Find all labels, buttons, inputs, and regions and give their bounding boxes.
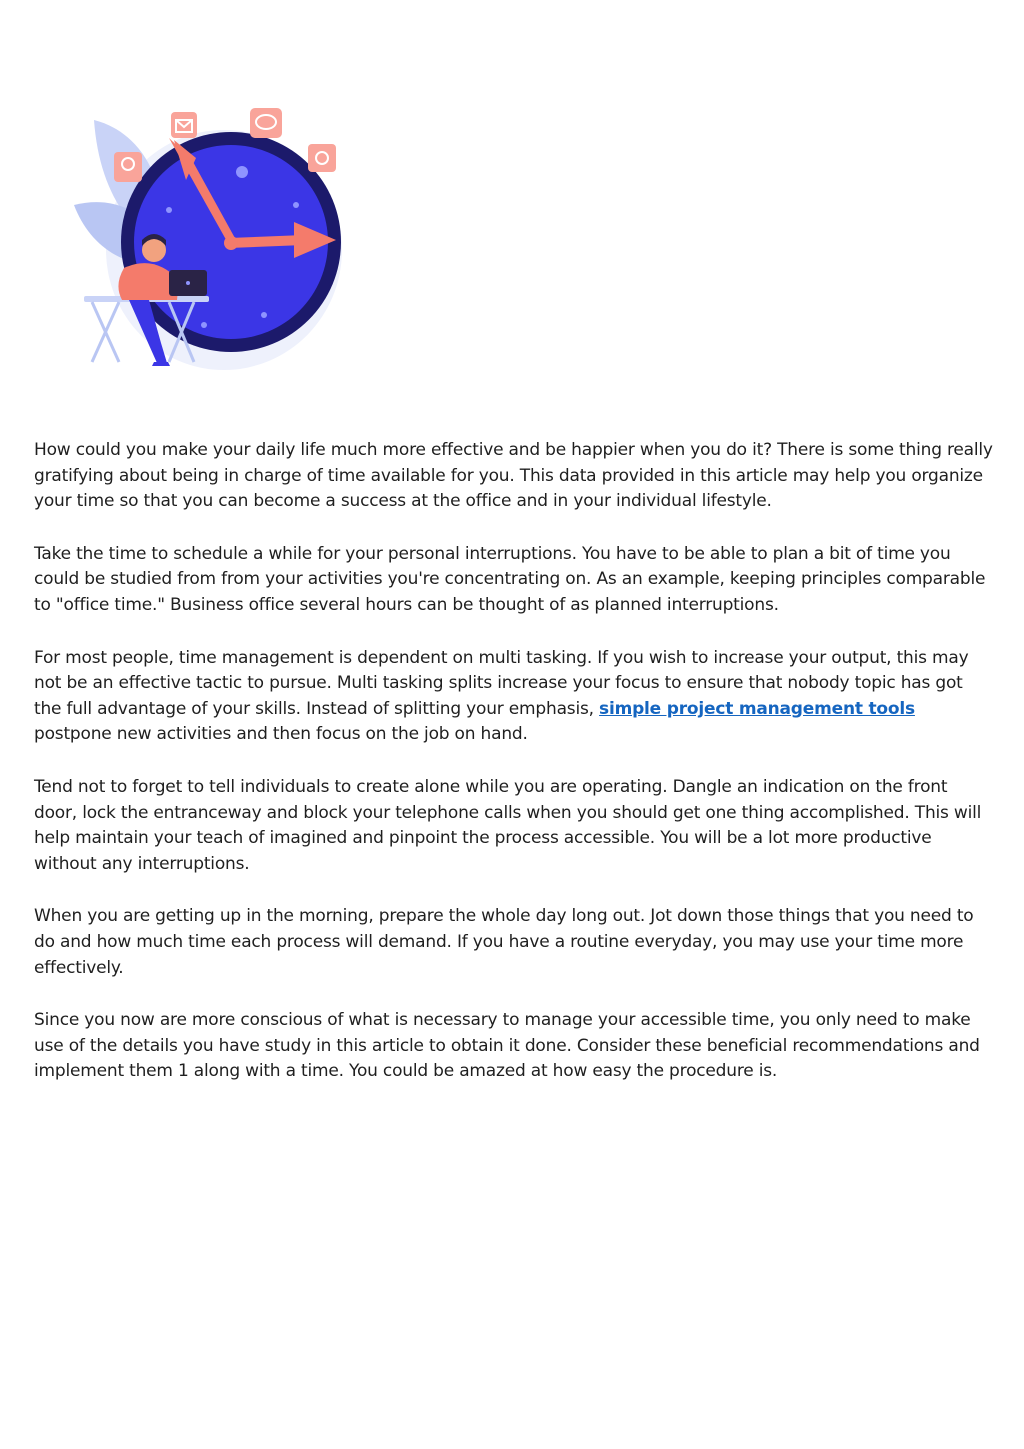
paragraph-3-text-after: postpone new activities and then focus on the job on hand. xyxy=(34,724,528,745)
paragraph-2: Take the time to schedule a while for your personal interruptions. You have to be able to plan a bit of time you could be studied from from your activities you're concentrating on. As an example, keeping principles comparable to "office time." Business office several hours can be thought of as planned interruptions. xyxy=(34,543,986,615)
paragraph-6: Since you now are more conscious of what is necessary to manage your accessible time, you only need to make use of the details you have study in this article to obtain it done. Consider these beneficial recommendations and implement them 1 along with a time. You could be amazed at how easy the procedure is. xyxy=(34,1010,980,1082)
paragraph-3 xyxy=(34,646,994,748)
paragraph-1: How could you make your daily life much more effective and be happier when you do it? There is some thing really gratifying about being in charge of time available for you. This data provided in this article may help you organize your time so that you can become a success at the office and in your individual lifestyle. xyxy=(34,440,993,512)
article-body xyxy=(34,438,994,1112)
paragraph-5: When you are getting up in the morning, prepare the whole day long out. Jot down those things that you need to do and how much time each process will demand. If you have a routine everyday, you may use your time more effectively. xyxy=(34,906,974,978)
clock-illustration-icon xyxy=(74,100,344,370)
paragraph-3-text-before: For most people, time management is dependent on multi tasking. If you wish to increase your output, this may not be an effective tactic to pursue. Multi tasking splits increase your focus to ensure that nobody topic has got the full advantage of your skills. Instead of splitting your emphasis, xyxy=(34,647,969,719)
time-management-illustration xyxy=(74,100,344,370)
project-management-tools-link[interactable]: simple project management tools xyxy=(599,698,915,719)
paragraph-4: Tend not to forget to tell individuals to create alone while you are operating. Dangle an indication on the front door, lock the entranceway and block your telephone calls when you should get one thing accomplished. This will help maintain your teach of imagined and pinpoint the process accessible. You will be a lot more productive without any interruptions. xyxy=(34,776,982,874)
